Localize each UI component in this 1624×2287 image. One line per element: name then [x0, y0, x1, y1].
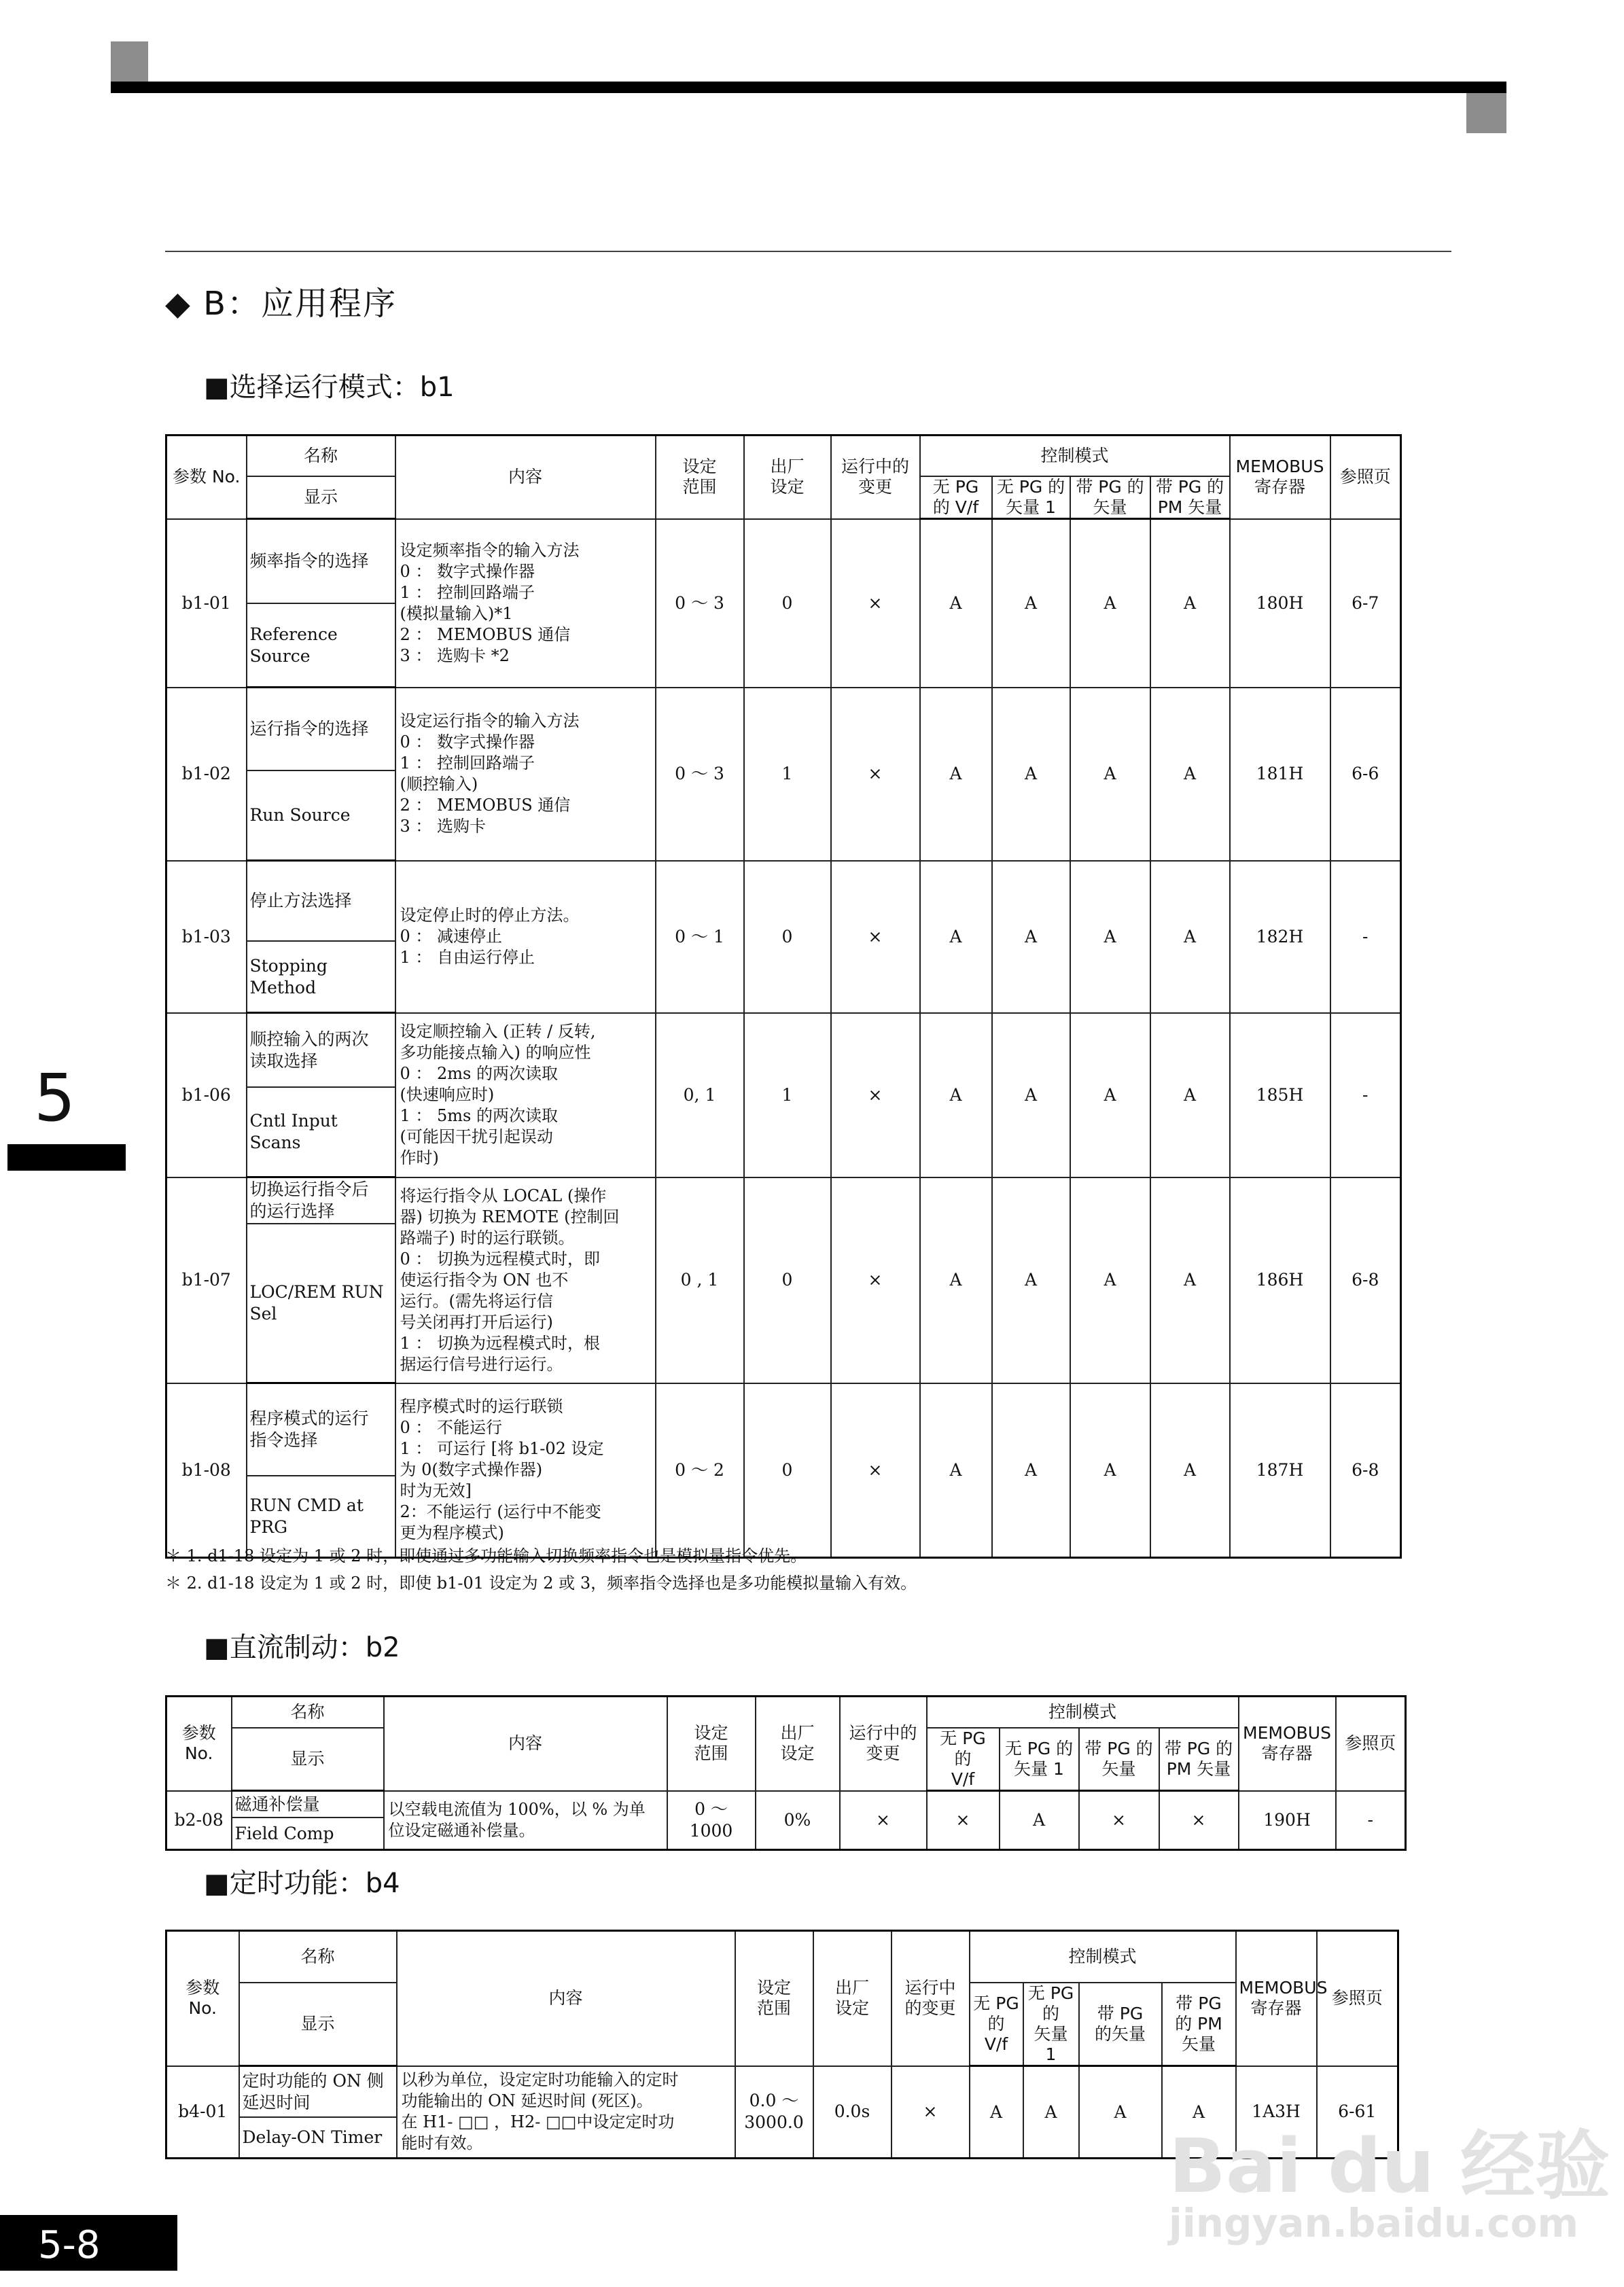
table-row: [166, 519, 1401, 604]
param-name: 磁通补偿量: [232, 1791, 384, 1818]
table-title-b2: ■直流制动：b2: [204, 1632, 400, 1663]
param-content: 以空载电流值为 100%，以 % 为单 位设定磁通补偿量。: [384, 1791, 667, 1850]
param-number: b1-03: [166, 861, 247, 1013]
header-setting-range: 设定 范围: [735, 1931, 813, 2066]
param-name: 切换运行指令后 的运行选择: [247, 1177, 395, 1224]
footnote-2: ＊ 2. d1-18 设定为 1 或 2 时，即使 b1-01 设定为 2 或 3，频率指令选择也是多功能模拟量输入有效。: [165, 1574, 917, 1593]
param-memobus-register: 1A3H: [1236, 2066, 1317, 2159]
param-number: b1-02: [166, 688, 247, 861]
param-memobus-register: 186H: [1230, 1177, 1330, 1383]
param-control-mode-2: A: [992, 1383, 1070, 1558]
param-display-name: Field Comp: [232, 1818, 384, 1850]
param-memobus-register: 190H: [1239, 1791, 1336, 1850]
table-row: [166, 1177, 1401, 1224]
header-control-mode-4: 带 PG 的 PM 矢量: [1159, 1728, 1239, 1791]
param-factory-default: 1: [744, 1013, 831, 1177]
header-content: 内容: [397, 1931, 735, 2066]
page-number: 5-8: [38, 2223, 101, 2267]
param-setting-range: 0, 1: [656, 1013, 744, 1177]
param-content: 设定停止时的停止方法。 0 ： 减速停止 1 ： 自由运行停止: [395, 861, 656, 1013]
chapter-tab-bar: [7, 1144, 126, 1171]
header-param-no: 参数 No.: [166, 1931, 239, 2066]
header-memobus-register: MEMOBUS 寄存器: [1236, 1931, 1317, 2066]
param-number: b1-01: [166, 519, 247, 688]
param-control-mode-1: A: [920, 1383, 992, 1558]
param-change-during-run: ×: [831, 861, 920, 1013]
header-param-no: 参数 No.: [166, 436, 247, 519]
param-reference-page: 6-61: [1317, 2066, 1398, 2159]
param-control-mode-4: A: [1150, 1383, 1230, 1558]
param-change-during-run: ×: [831, 519, 920, 688]
header-change-during-run: 运行中的 变更: [831, 436, 920, 519]
param-change-during-run: ×: [831, 688, 920, 861]
param-control-mode-4: A: [1150, 1013, 1230, 1177]
page-number-box: [0, 2215, 177, 2271]
header-name: 名称: [239, 1931, 397, 1983]
param-number: b2-08: [166, 1791, 232, 1850]
param-display-name: Stopping Method: [247, 941, 395, 1013]
param-reference-page: 6-8: [1330, 1177, 1401, 1383]
header-reference-page: 参照页: [1317, 1931, 1398, 2066]
header-control-mode-1: 无 PG 的 V/f: [920, 476, 992, 519]
header-setting-range: 设定 范围: [667, 1697, 756, 1791]
param-name: 定时功能的 ON 侧 延迟时间: [239, 2066, 397, 2118]
param-number: b1-08: [166, 1383, 247, 1558]
param-content: 设定运行指令的输入方法 0 ： 数字式操作器 1 ： 控制回路端子 (顺控输入) 2 ： MEMOBUS 通信 3 ： 选购卡: [395, 688, 656, 861]
param-setting-range: 0 ～ 3: [656, 519, 744, 688]
param-reference-page: -: [1330, 861, 1401, 1013]
header-change-during-run: 运行中 的变更: [892, 1931, 970, 2066]
param-change-during-run: ×: [831, 1013, 920, 1177]
corner-marker-top-left: [111, 41, 148, 82]
table-row: [166, 1791, 1406, 1818]
param-name: 运行指令的选择: [247, 688, 395, 771]
header-name: 名称: [232, 1697, 384, 1728]
header-control-mode-2: 无 PG 的 矢量 1: [1023, 1983, 1079, 2066]
param-content: 程序模式时的运行联锁 0 ： 不能运行 1 ： 可运行 [将 b1-02 设定 为 0(数字式操作器) 时为无效] 2：不能运行 (运行中不能变 更为程序模式): [395, 1383, 656, 1558]
param-control-mode-2: A: [1023, 2066, 1079, 2159]
header-memobus-register: MEMOBUS 寄存器: [1239, 1697, 1336, 1791]
footnote-1: ＊ 1. d1-18 设定为 1 或 2 时，即使通过多功能输入切换频率指令也是模拟量指令优先。: [165, 1546, 807, 1565]
param-change-during-run: ×: [840, 1791, 927, 1850]
header-reference-page: 参照页: [1330, 436, 1401, 519]
param-factory-default: 0%: [756, 1791, 840, 1850]
param-memobus-register: 180H: [1230, 519, 1330, 688]
header-param-no: 参数 No.: [166, 1697, 232, 1791]
param-name: 程序模式的运行 指令选择: [247, 1383, 395, 1476]
param-setting-range: 0 , 1: [656, 1177, 744, 1383]
param-display-name: Delay-ON Timer: [239, 2117, 397, 2159]
param-control-mode-2: A: [992, 688, 1070, 861]
param-control-mode-2: A: [992, 1013, 1070, 1177]
param-control-mode-1: A: [920, 861, 992, 1013]
header-name: 名称: [247, 436, 395, 477]
param-control-mode-4: A: [1150, 861, 1230, 1013]
param-change-during-run: ×: [892, 2066, 970, 2159]
header-control-mode: 控制模式: [920, 436, 1230, 477]
chapter-number: 5: [34, 1060, 76, 1136]
header-factory-default: 出厂 设定: [744, 436, 831, 519]
table-title-b1: ■选择运行模式：b1: [204, 372, 455, 403]
param-factory-default: 0.0s: [813, 2066, 892, 2159]
header-reference-page: 参照页: [1336, 1697, 1406, 1791]
param-control-mode-3: A: [1070, 519, 1150, 688]
header-control-mode-2: 无 PG 的 矢量 1: [992, 476, 1070, 519]
param-control-mode-4: A: [1150, 1177, 1230, 1383]
param-factory-default: 0: [744, 861, 831, 1013]
param-memobus-register: 185H: [1230, 1013, 1330, 1177]
header-control-mode-3: 带 PG 的 矢量: [1070, 476, 1150, 519]
param-control-mode-3: A: [1070, 1013, 1150, 1177]
header-setting-range: 设定 范围: [656, 436, 744, 519]
param-control-mode-1: ×: [927, 1791, 1000, 1850]
param-control-mode-4: ×: [1159, 1791, 1239, 1850]
header-control-mode-4: 带 PG 的 PM 矢量: [1162, 1983, 1236, 2066]
param-table-b2: [165, 1695, 1407, 1851]
param-reference-page: 6-7: [1330, 519, 1401, 688]
header-display: 显示: [247, 476, 395, 519]
param-control-mode-3: A: [1079, 2066, 1162, 2159]
param-control-mode-1: A: [970, 2066, 1023, 2159]
param-display-name: LOC/REM RUN Sel: [247, 1224, 395, 1383]
param-setting-range: 0 ～ 3: [656, 688, 744, 861]
header-control-mode-4: 带 PG 的 PM 矢量: [1150, 476, 1230, 519]
header-display: 显示: [239, 1983, 397, 2066]
param-control-mode-3: A: [1070, 861, 1150, 1013]
param-control-mode-2: A: [992, 1177, 1070, 1383]
param-content: 以秒为单位，设定定时功能输入的定时 功能输出的 ON 延迟时间 (死区)。 在 H1- □□ ，H2- □□中设定定时功 能时有效。: [397, 2066, 735, 2159]
header-factory-default: 出厂 设定: [813, 1931, 892, 2066]
param-display-name: RUN CMD at PRG: [247, 1476, 395, 1558]
param-setting-range: 0 ～ 1000: [667, 1791, 756, 1850]
param-display-name: Cntl Input Scans: [247, 1087, 395, 1177]
header-control-mode-3: 带 PG 的矢量: [1079, 1983, 1162, 2066]
header-bar: [111, 82, 1506, 93]
param-control-mode-2: A: [1000, 1791, 1079, 1850]
param-control-mode-3: A: [1070, 1177, 1150, 1383]
param-factory-default: 0: [744, 1177, 831, 1383]
param-memobus-register: 182H: [1230, 861, 1330, 1013]
section-rule: [165, 251, 1451, 252]
param-control-mode-4: A: [1150, 688, 1230, 861]
param-change-during-run: ×: [831, 1177, 920, 1383]
header-control-mode: 控制模式: [970, 1931, 1236, 1983]
param-content: 将运行指令从 LOCAL (操作 器) 切换为 REMOTE (控制回 路端子) 时的运行联锁。 0 ： 切换为远程模式时，即 使运行指令为 ON 也不 运行。(需先将运行信 号关闭再打开后运行) 1 ： 切换为远程模式时，根 据运行信号进行运行。: [395, 1177, 656, 1383]
param-reference-page: 6-6: [1330, 688, 1401, 861]
param-control-mode-1: A: [920, 688, 992, 861]
param-content: 设定频率指令的输入方法 0 ： 数字式操作器 1 ： 控制回路端子 (模拟量输入)*1 2 ： MEMOBUS 通信 3 ： 选购卡 *2: [395, 519, 656, 688]
param-name: 频率指令的选择: [247, 519, 395, 604]
param-reference-page: 6-8: [1330, 1383, 1401, 1558]
param-control-mode-2: A: [992, 519, 1070, 688]
param-control-mode-2: A: [992, 861, 1070, 1013]
param-control-mode-4: A: [1162, 2066, 1236, 2159]
param-number: b1-07: [166, 1177, 247, 1383]
param-memobus-register: 187H: [1230, 1383, 1330, 1558]
header-memobus-register: MEMOBUS 寄存器: [1230, 436, 1330, 519]
section-title: ◆ B：应用程序: [165, 285, 398, 323]
param-display-name: Reference Source: [247, 603, 395, 688]
param-change-during-run: ×: [831, 1383, 920, 1558]
watermark-url: jingyan.baidu.com: [1169, 2200, 1578, 2246]
header-control-mode: 控制模式: [927, 1697, 1239, 1728]
param-name: 顺控输入的两次 读取选择: [247, 1013, 395, 1088]
param-control-mode-3: ×: [1079, 1791, 1159, 1850]
param-control-mode-1: A: [920, 1013, 992, 1177]
param-control-mode-1: A: [920, 1177, 992, 1383]
param-control-mode-1: A: [920, 519, 992, 688]
table-title-b4: ■定时功能：b4: [204, 1868, 400, 1899]
param-display-name: Run Source: [247, 770, 395, 861]
param-control-mode-4: A: [1150, 519, 1230, 688]
param-number: b4-01: [166, 2066, 239, 2159]
param-factory-default: 1: [744, 688, 831, 861]
param-memobus-register: 181H: [1230, 688, 1330, 861]
table-row: [166, 688, 1401, 771]
table-row: [166, 1383, 1401, 1476]
param-control-mode-3: A: [1070, 1383, 1150, 1558]
corner-marker-top-right: [1466, 93, 1506, 133]
header-content: 内容: [395, 436, 656, 519]
header-change-during-run: 运行中的 变更: [840, 1697, 927, 1791]
header-control-mode-2: 无 PG 的 矢量 1: [1000, 1728, 1079, 1791]
param-setting-range: 0 ～ 2: [656, 1383, 744, 1558]
watermark-logo: Bai du 经验: [1169, 2123, 1610, 2210]
header-control-mode-1: 无 PG 的 V/f: [927, 1728, 1000, 1791]
header-factory-default: 出厂 设定: [756, 1697, 840, 1791]
param-setting-range: 0 ～ 1: [656, 861, 744, 1013]
param-number: b1-06: [166, 1013, 247, 1177]
header-control-mode-3: 带 PG 的 矢量: [1079, 1728, 1159, 1791]
param-control-mode-3: A: [1070, 688, 1150, 861]
header-content: 内容: [384, 1697, 667, 1791]
param-table-b1: [165, 434, 1402, 1559]
param-factory-default: 0: [744, 1383, 831, 1558]
table-row: [166, 1013, 1401, 1088]
param-setting-range: 0.0 ～ 3000.0: [735, 2066, 813, 2159]
header-control-mode-1: 无 PG 的 V/f: [970, 1983, 1023, 2066]
param-name: 停止方法选择: [247, 861, 395, 942]
param-reference-page: -: [1330, 1013, 1401, 1177]
param-content: 设定顺控输入 (正转 / 反转, 多功能接点输入) 的响应性 0 ： 2ms 的两次读取 (快速响应时) 1 ： 5ms 的两次读取 (可能因干扰引起误动 作时): [395, 1013, 656, 1177]
table-row: [166, 861, 1401, 942]
param-factory-default: 0: [744, 519, 831, 688]
header-display: 显示: [232, 1728, 384, 1791]
param-reference-page: -: [1336, 1791, 1406, 1850]
